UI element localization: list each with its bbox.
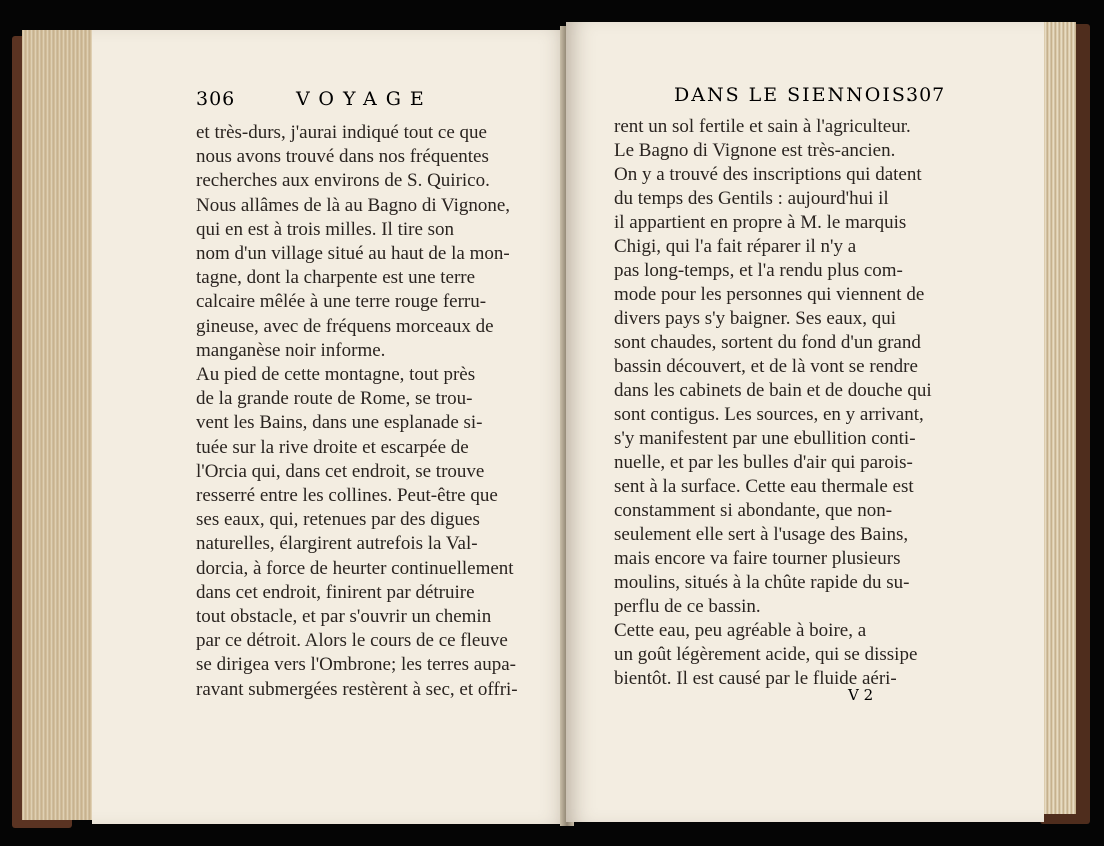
- right-page: [566, 22, 1044, 822]
- right-page-line: il appartient en propre à M. le marquis: [614, 212, 907, 233]
- right-page-line: s'y manifestent par une ebullition conti-: [614, 428, 916, 449]
- right-page-line: bassin découvert, et de là vont se rendre: [614, 356, 918, 377]
- right-page-line: Cette eau, peu agréable à boire, a: [614, 620, 867, 641]
- left-page-line: par ce détroit. Alors le cours de ce fleuve: [196, 630, 508, 652]
- left-page-line: manganèse noir informe.: [196, 339, 386, 361]
- left-page-line: l'Orcia qui, dans cet endroit, se trouve: [196, 460, 485, 482]
- left-page-line: ravant submergées restèrent à sec, et offri-: [196, 678, 518, 700]
- right-page-line: bientôt. Il est causé par le fluide aéri-: [614, 668, 897, 689]
- right-page-line: sent à la surface. Cette eau thermale est: [614, 476, 914, 497]
- left-page-line: nom d'un village situé au haut de la mon-: [196, 243, 510, 264]
- right-page-line: du temps des Gentils : aujourd'hui il: [614, 188, 889, 209]
- right-page-number: 307: [906, 84, 946, 106]
- left-page-line: qui en est à trois milles. Il tire son: [196, 218, 455, 240]
- right-page-line: nuelle, et par les bulles d'air qui parois-: [614, 452, 913, 473]
- right-page-line: pas long-temps, et l'a rendu plus com-: [614, 260, 903, 281]
- right-page-line: mode pour les personnes qui viennent de: [614, 284, 925, 305]
- left-page-line: recherches aux environs de S. Quirico.: [196, 170, 490, 192]
- left-page-line: tuée sur la rive droite et escarpée de: [196, 436, 469, 458]
- left-page-number: 306: [196, 88, 236, 110]
- left-page-edges: [22, 30, 100, 820]
- left-page-line: dans cet endroit, finirent par détruire: [196, 581, 475, 603]
- right-page-line: On y a trouvé des inscriptions qui datent: [614, 164, 922, 185]
- right-page-line: perflu de ce bassin.: [614, 596, 761, 617]
- left-page-line: Nous allâmes de là au Bagno di Vignone,: [196, 194, 511, 216]
- left-page-line: dorcia, à force de heurter continuellement: [196, 557, 514, 579]
- left-page-line: tagne, dont la charpente est une terre: [196, 267, 476, 289]
- left-page-line: nous avons trouvé dans nos fréquentes: [196, 146, 489, 168]
- left-page-line: gineuse, avec de fréquens morceaux de: [196, 315, 494, 337]
- right-page-line: moulins, situés à la chûte rapide du su-: [614, 572, 910, 593]
- right-page-line: sont contigus. Les sources, en y arrivant,: [614, 404, 924, 425]
- right-page-line: un goût légèrement acide, qui se dissipe: [614, 644, 918, 665]
- right-page-line: Le Bagno di Vignone est très-ancien.: [614, 140, 896, 161]
- left-page-line: calcaire mêlée à une terre rouge ferru-: [196, 291, 487, 313]
- left-page-line: ses eaux, qui, retenues par des digues: [196, 509, 480, 531]
- right-page-line: seulement elle sert à l'usage des Bains,: [614, 524, 909, 545]
- right-page-edges: [1040, 22, 1076, 814]
- right-page-line: sont chaudes, sortent du fond d'un grand: [614, 332, 921, 353]
- left-page-line: tout obstacle, et par s'ouvrir un chemin: [196, 606, 492, 627]
- right-page-line: divers pays s'y baigner. Ses eaux, qui: [614, 308, 897, 329]
- right-page-line: rent un sol fertile et sain à l'agriculteur.: [614, 116, 911, 137]
- right-page-line: dans les cabinets de bain et de douche qui: [614, 380, 932, 401]
- left-page-line: et très-durs, j'aurai indiqué tout ce que: [196, 122, 487, 143]
- right-body-text: [614, 112, 1034, 712]
- left-page-line: Au pied de cette montagne, tout près: [196, 364, 476, 385]
- right-page-line: mais encore va faire tourner plusieurs: [614, 548, 901, 569]
- signature-mark: V 2: [848, 686, 874, 704]
- left-page-line: naturelles, élargirent autrefois la Val-: [196, 533, 478, 555]
- left-running-title: VOYAGE: [296, 88, 433, 110]
- left-page-line: vent les Bains, dans une esplanade si-: [196, 412, 483, 434]
- right-page-line: constamment si abondante, que non-: [614, 500, 893, 521]
- left-page-line: de la grande route de Rome, se trou-: [196, 388, 473, 410]
- left-page-line: resserré entre les collines. Peut-être que: [196, 485, 498, 506]
- left-page: [92, 30, 570, 824]
- right-running-title: DANS LE SIENNOIS.: [674, 84, 915, 106]
- right-page-line: Chigi, qui l'a fait réparer il n'y a: [614, 236, 857, 257]
- left-page-line: se dirigea vers l'Ombrone; les terres aupa-: [196, 654, 516, 676]
